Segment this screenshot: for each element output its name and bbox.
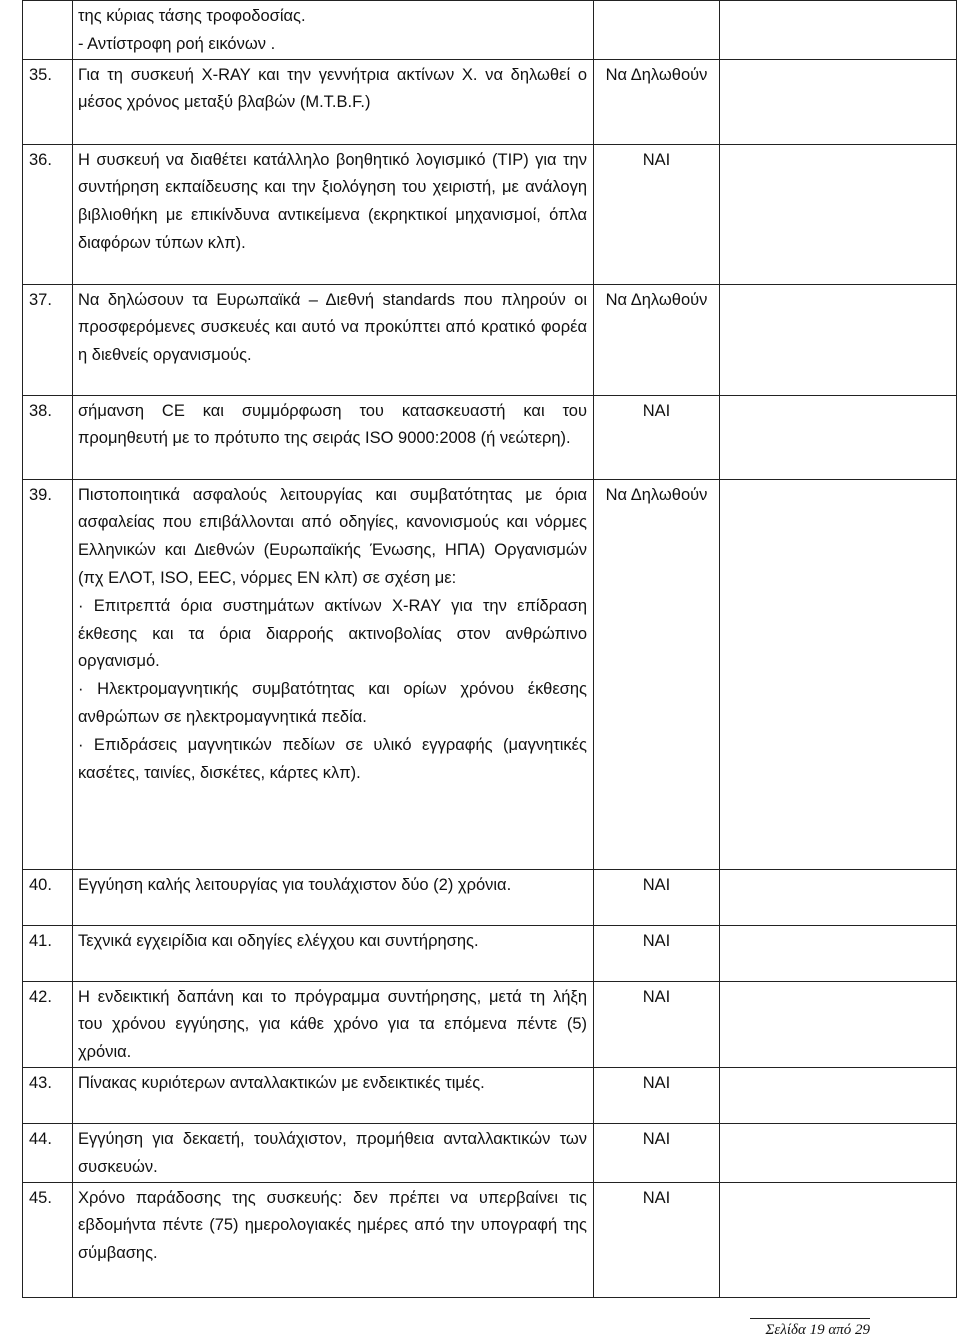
row-description: Η ενδεικτική δαπάνη και το πρόγραμμα συντήρησης, μετά τη λήξη του χρόνου εγγύησης, για κάθε χρόνο για τα επόμενα πέντε (5) χρόνια. xyxy=(73,981,594,1067)
row-answer: Να Δηλωθούν xyxy=(594,59,720,144)
row-number: 42. xyxy=(23,981,73,1067)
row-answer: ΝΑΙ xyxy=(594,1182,720,1297)
row-answer: ΝΑΙ xyxy=(594,869,720,925)
fragment-line: - Αντίστροφη ροή εικόνων . xyxy=(78,34,276,53)
table-row xyxy=(23,144,957,284)
row-number xyxy=(23,1,73,60)
table-row xyxy=(23,1,957,60)
page-number-footer: Σελίδα 19 από 29 xyxy=(750,1318,870,1339)
row-number: 41. xyxy=(23,925,73,981)
row-number: 37. xyxy=(23,284,73,395)
row-description: Πίνακας κυριότερων ανταλλακτικών με ενδεικτικές τιμές. xyxy=(73,1067,594,1123)
row-description xyxy=(73,479,594,869)
row-description: σήμανση CE και συμμόρφωση του κατασκευαστή και του προμηθευτή με το πρότυπο της σειράς ISO 9000:2008 (ή νεώτερη). xyxy=(73,395,594,479)
row-description xyxy=(73,1,594,60)
row-answer: ΝΑΙ xyxy=(594,981,720,1067)
row-text: Πιστοποιητικά ασφαλούς λειτουργίας και συμβατότητας με όρια ασφαλείας που επιβάλλονται από οδηγίες, κανονισμούς και νόρμες Ελληνικών και Διεθνών (Ευρωπαϊκής Ένωσης, ΗΠΑ) Οργανισμών (πχ ΕΛΟΤ, ISO, EEC, νόρμες EN κλπ) σε σχέση με: xyxy=(78,485,587,587)
table-row xyxy=(23,1123,957,1182)
row-description: Εγγύηση καλής λειτουργίας για τουλάχιστον δύο (2) χρόνια. xyxy=(73,869,594,925)
row-answer: ΝΑΙ xyxy=(594,1123,720,1182)
row-description: Να δηλώσουν τα Ευρωπαϊκά – Διεθνή standards που πληρούν οι προσφερόμενες συσκευές και αυτό να προκύπτει από κρατικό φορέα η διεθνείς οργανισμούς. xyxy=(73,284,594,395)
row-description: Εγγύηση για δεκαετή, τουλάχιστον, προμήθεια ανταλλακτικών των συσκευών. xyxy=(73,1123,594,1182)
row-answer: Να Δηλωθούν xyxy=(594,479,720,869)
table-row xyxy=(23,1067,957,1123)
table-row xyxy=(23,284,957,395)
row-description: Τεχνικά εγχειρίδια και οδηγίες ελέγχου και συντήρησης. xyxy=(73,925,594,981)
row-number: 45. xyxy=(23,1182,73,1297)
row-number: 40. xyxy=(23,869,73,925)
row-number: 38. xyxy=(23,395,73,479)
row-number: 44. xyxy=(23,1123,73,1182)
row-number: 39. xyxy=(23,479,73,869)
table-row xyxy=(23,981,957,1067)
fragment-line: της κύριας τάσης τροφοδοσίας. xyxy=(78,7,306,25)
row-number: 43. xyxy=(23,1067,73,1123)
row-answer: Να Δηλωθούν xyxy=(594,284,720,395)
row-description: Χρόνο παράδοσης της συσκευής: δεν πρέπει να υπερβαίνει τις εβδομήντα πέντε (75) ημερολογιακές ημέρες από την υπογραφή της σύμβασης. xyxy=(73,1182,594,1297)
row-number: 35. xyxy=(23,59,73,144)
bullet-item: · Επιδράσεις μαγνητικών πεδίων σε υλικό εγγραφής (μαγνητικές κασέτες, ταινίες, δισκέτες, κάρτες κλπ). xyxy=(78,735,587,782)
row-answer: ΝΑΙ xyxy=(594,1067,720,1123)
table-row xyxy=(23,925,957,981)
row-answer: ΝΑΙ xyxy=(594,925,720,981)
row-number: 36. xyxy=(23,144,73,284)
table-row xyxy=(23,1182,957,1297)
row-answer: ΝΑΙ xyxy=(594,395,720,479)
bullet-item: · Επιτρεπτά όρια συστημάτων ακτίνων X-RAY για την επίδραση έκθεσης και τα όρια διαρροής ακτινοβολίας στον ανθρώπινο οργανισμό. xyxy=(78,596,587,671)
row-description: Για τη συσκευή X-RAY και την γεννήτρια ακτίνων Χ. να δηλωθεί ο μέσος χρόνος μεταξύ βλαβών (M.T.B.F.) xyxy=(73,59,594,144)
bullet-item: · Ηλεκτρομαγνητικής συμβατότητας και ορίων χρόνου έκθεσης ανθρώπων σε ηλεκτρομαγνητικά πεδία. xyxy=(78,680,587,726)
table-row xyxy=(23,479,957,869)
row-answer: ΝΑΙ xyxy=(594,144,720,284)
table-row xyxy=(23,869,957,925)
table-row xyxy=(23,395,957,479)
specifications-table xyxy=(22,0,957,1298)
row-description: Η συσκευή να διαθέτει κατάλληλο βοηθητικό λογισμικό (TIP) για την συντήρηση εκπαίδευσης και την ξιολόγηση του χειριστή, με ανάλογη βιβλιοθήκη με επικίνδυνα αντικείμενα (εκρηκτικοί μηχανισμοί, όπλα διαφόρων τύπων κλπ). xyxy=(73,144,594,284)
table-row xyxy=(23,59,957,144)
